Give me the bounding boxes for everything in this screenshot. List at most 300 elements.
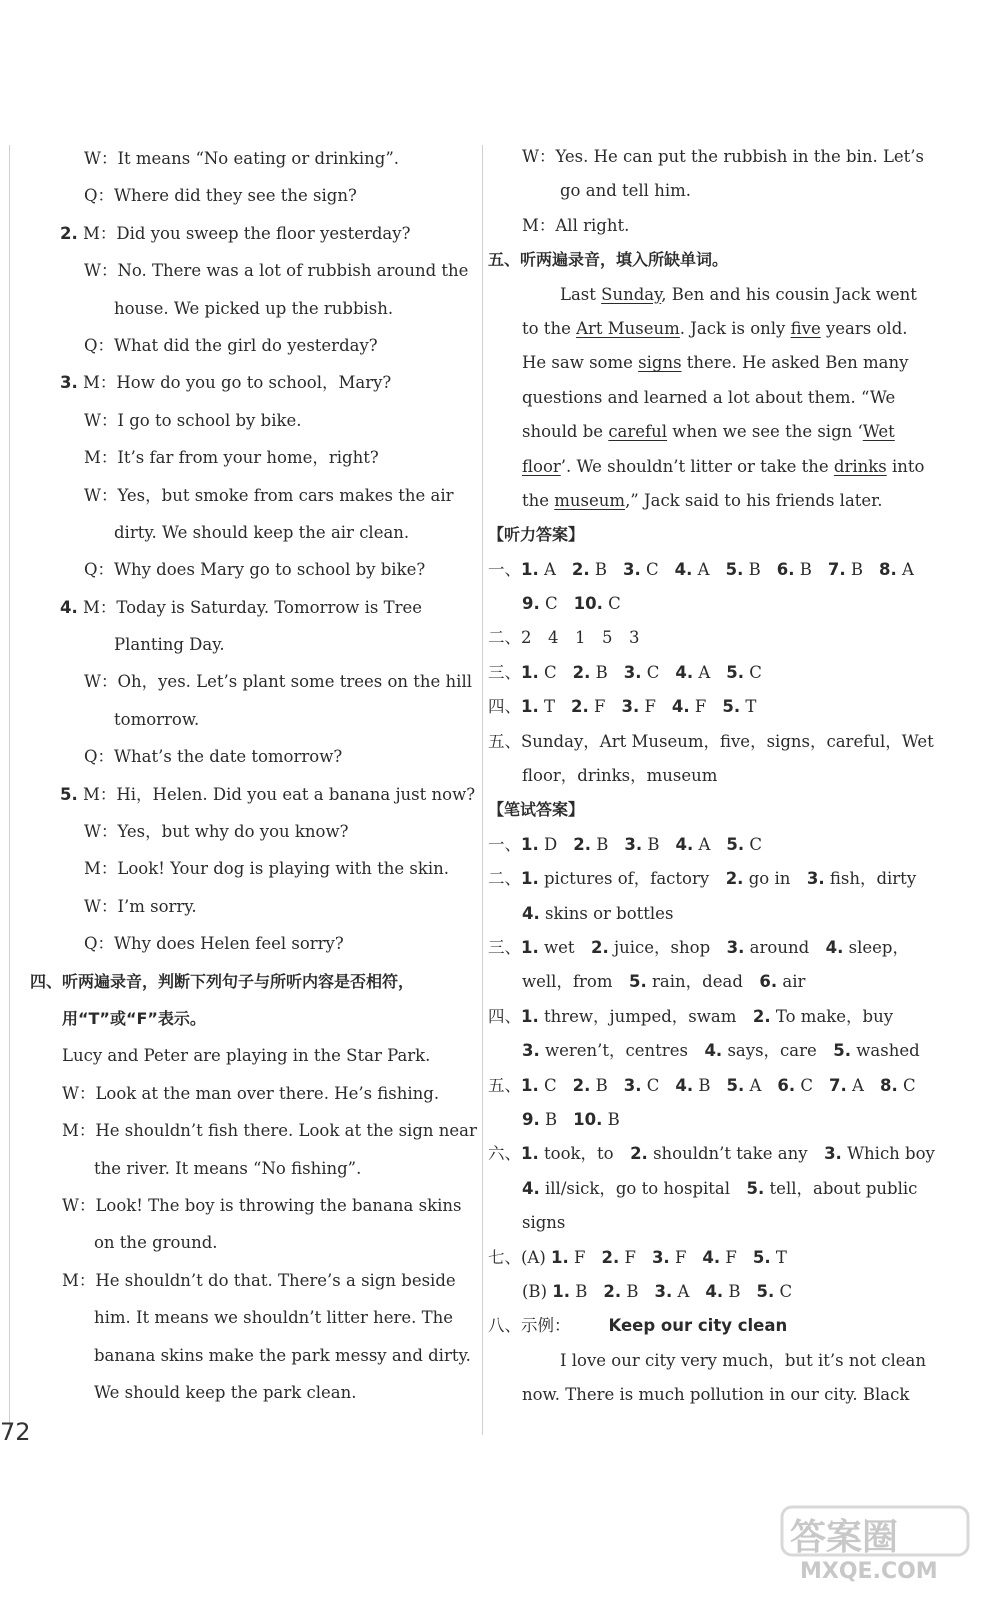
item-number: 1. — [552, 1281, 570, 1301]
listening-answers-heading: 【听力答案】 — [488, 525, 585, 545]
answer-text: sleep， — [848, 937, 909, 957]
answer-text: tell，about public — [769, 1178, 918, 1198]
answer-label: 二、 — [488, 628, 521, 648]
section-heading: 用“T”或“F”表示。 — [62, 1008, 206, 1028]
passage-text: there. He asked Ben many — [681, 353, 909, 373]
item-number: 9. — [522, 594, 540, 614]
answer-line — [488, 1000, 936, 1034]
answer-value: A — [896, 559, 914, 579]
answer-item — [675, 835, 710, 854]
answer-item — [652, 1248, 686, 1267]
filled-word: five — [790, 318, 821, 338]
answer-label: 一、 — [488, 834, 521, 854]
text-line: W：Oh，yes. Let’s plant some trees on the hill — [84, 672, 472, 692]
text-line: W：Yes. He can put the rubbish in the bin. Let’s — [522, 147, 925, 166]
answer-label: 五、 — [488, 731, 521, 751]
answer-line — [488, 725, 936, 759]
answer-item — [522, 594, 558, 613]
passage-line — [508, 415, 936, 449]
answer-item — [727, 1076, 762, 1095]
item-number: 5. — [722, 697, 741, 717]
item-number: 2. — [571, 697, 589, 717]
answer-value: D — [538, 834, 558, 854]
answer-value: B — [621, 1281, 639, 1301]
item-number: 1. — [521, 1075, 539, 1095]
item-number: 4. — [825, 937, 844, 957]
answer-value: B — [590, 834, 609, 854]
answer-line — [508, 1172, 936, 1206]
answer-item — [726, 560, 761, 579]
answer-text: Sunday，Art Museum，five，signs，careful，Wet — [521, 731, 934, 751]
text-line: M：It’s far from your home，right? — [84, 448, 379, 468]
answer-value: T — [740, 697, 757, 717]
item-number: 3. — [60, 373, 78, 393]
text-line: the river. It means “No fishing”. — [94, 1158, 362, 1178]
text-line — [8, 215, 463, 252]
item-number: 4. — [702, 1247, 721, 1267]
item-number: 5. — [746, 1178, 765, 1198]
answer-text: ill/sick，go to hospital — [545, 1178, 731, 1198]
text-line: banana skins make the park messy and dirty. — [94, 1345, 471, 1365]
passage-text: He saw some — [522, 353, 639, 373]
answer-line — [488, 862, 936, 896]
answer-line — [508, 1103, 936, 1137]
answer-value: C — [641, 662, 660, 682]
answer-label: 一、 — [488, 559, 521, 579]
passage-text: , Ben and his cousin Jack went — [661, 284, 917, 304]
item-number: 3. — [623, 1075, 642, 1095]
written-answers-heading: 【笔试答案】 — [488, 800, 585, 820]
answer-items — [521, 1076, 932, 1095]
answer-line — [508, 1034, 936, 1068]
item-number: 1. — [551, 1247, 569, 1267]
answer-item — [573, 1110, 620, 1129]
item-number: 3. — [624, 834, 643, 854]
answer-value: B — [845, 559, 863, 579]
watermark-logo — [780, 1505, 970, 1585]
item-number: 5. — [60, 784, 78, 804]
line-text: M：How do you go to school，Mary? — [83, 373, 392, 393]
answer-line — [488, 621, 936, 655]
section-heading: 五、听两遍录音，填入所缺单词。 — [488, 250, 729, 270]
answer-value: B — [570, 1281, 588, 1301]
answer-item — [602, 1248, 636, 1267]
answer-line — [488, 553, 936, 587]
passage-text: ’. We shouldn’t litter or take the — [560, 456, 834, 476]
item-number: 2. — [601, 1247, 620, 1267]
answer-value: C — [774, 1281, 793, 1301]
text-line: him. It means we shouldn’t litter here. The — [94, 1308, 454, 1328]
passage-text: to the — [522, 318, 577, 338]
answer-item — [552, 1282, 587, 1301]
answer-item — [757, 1282, 793, 1301]
item-number: 8. — [879, 1075, 898, 1095]
answer-text: 2 4 1 5 3 — [521, 628, 640, 648]
answer-value: F — [619, 1247, 636, 1267]
item-number: 5. — [752, 1247, 771, 1267]
item-number: 1. — [521, 1144, 539, 1164]
text-line: Q：What’s the date tomorrow? — [84, 747, 343, 767]
answer-item — [571, 697, 605, 716]
answer-text: skins or bottles — [545, 903, 674, 923]
answer-item — [777, 560, 812, 579]
answer-value: F — [568, 1247, 586, 1267]
essay-title: Keep our city clean — [608, 1316, 788, 1336]
answer-value: C — [538, 1075, 557, 1095]
item-number: 2. — [725, 869, 744, 889]
answer-label: 七、 — [488, 1247, 521, 1267]
answer-label: 四、 — [488, 1006, 521, 1026]
text-line: W：I’m sorry. — [84, 896, 197, 916]
item-number: 4. — [60, 597, 78, 617]
answer-value: C — [538, 662, 557, 682]
item-number: 5. — [756, 1281, 775, 1301]
answer-value: A — [744, 1075, 762, 1095]
item-number: 4. — [674, 559, 693, 579]
answer-value: C — [640, 559, 659, 579]
text-line: W：I go to school by bike. — [84, 410, 302, 430]
answer-text: wet — [544, 937, 575, 957]
item-number: 3. — [651, 1247, 670, 1267]
answer-value: B — [794, 559, 812, 579]
answer-text: fish，dirty — [829, 869, 917, 889]
answer-label: 三、 — [488, 662, 521, 682]
answer-items — [521, 663, 778, 682]
answer-value: B — [743, 559, 761, 579]
answer-line — [488, 1069, 936, 1103]
answer-items — [522, 594, 637, 613]
item-number: 10. — [573, 1109, 603, 1129]
answer-items — [522, 1110, 636, 1129]
passage-line — [508, 278, 936, 312]
answer-label: 六、 — [488, 1144, 521, 1164]
text-line: W：Look! The boy is throwing the banana skins — [62, 1195, 462, 1215]
item-number: 1. — [521, 1006, 539, 1026]
answer-value: C — [602, 594, 621, 614]
answer-item — [521, 663, 557, 682]
answer-item — [879, 560, 914, 579]
item-number: 5. — [629, 972, 647, 992]
answer-items — [551, 1248, 803, 1267]
line-text: M：Hi，Helen. Did you eat a banana just now? — [83, 784, 476, 804]
answer-text: juice，shop — [614, 937, 711, 957]
item-number: 3. — [824, 1144, 842, 1164]
item-number: 3. — [654, 1281, 673, 1301]
filled-word: Wet — [862, 422, 895, 442]
line-text: M：Today is Saturday. Tomorrow is Tree — [83, 597, 423, 617]
text-line: W：Yes，but smoke from cars makes the air — [84, 485, 454, 505]
answer-value: B — [723, 1281, 741, 1301]
answer-items — [521, 835, 778, 854]
item-number: 9. — [522, 1109, 540, 1129]
answer-item — [522, 1110, 557, 1129]
text-line: M：All right. — [522, 215, 630, 235]
answer-value: B — [590, 662, 608, 682]
answer-line — [488, 690, 936, 724]
item-number: 4. — [704, 1041, 723, 1061]
item-number: 2. — [573, 834, 591, 854]
text-line — [8, 589, 463, 626]
answer-item — [672, 697, 706, 716]
item-number: 1. — [521, 662, 539, 682]
answer-value: C — [744, 662, 762, 682]
text-line: W：Yes，but why do you know? — [84, 822, 349, 842]
item-number: 3. — [623, 559, 641, 579]
answer-item — [623, 560, 659, 579]
text-line: Q：Why does Mary go to school by bike? — [84, 560, 426, 580]
text-line — [8, 364, 463, 401]
passage-text: into — [886, 456, 925, 476]
item-number: 4. — [671, 697, 690, 717]
answer-item — [655, 1282, 690, 1301]
text-line: Lucy and Peter are playing in the Star Park. — [62, 1046, 431, 1066]
text-line: W：No. There was a lot of rubbish around the — [84, 261, 469, 281]
item-number: 2. — [60, 223, 78, 243]
answer-line — [508, 1275, 936, 1309]
answer-value: A — [693, 834, 711, 854]
answer-item — [621, 697, 655, 716]
item-number: 5. — [726, 834, 745, 854]
answer-text: shouldn’t take any — [653, 1144, 808, 1164]
answer-item — [573, 663, 608, 682]
item-number: 1. — [521, 559, 539, 579]
answer-value: F — [588, 697, 606, 717]
answer-item — [675, 560, 710, 579]
text-line: M：He shouldn’t fish there. Look at the sign near — [62, 1121, 477, 1141]
column-divider — [482, 145, 483, 1435]
answer-value: T — [770, 1247, 787, 1267]
answer-line — [488, 828, 936, 862]
item-number: 2. — [572, 1075, 591, 1095]
text-line: Q：Why does Helen feel sorry? — [84, 934, 344, 954]
answer-value: A — [846, 1075, 864, 1095]
item-number: 5. — [725, 559, 744, 579]
answer-text: air — [782, 972, 806, 992]
answer-items — [521, 697, 772, 716]
item-number: 1. — [521, 697, 539, 717]
answer-line — [508, 587, 936, 621]
item-number: 2. — [591, 937, 609, 957]
answer-item — [521, 835, 557, 854]
answer-value: A — [692, 559, 710, 579]
answer-value: B — [602, 1109, 620, 1129]
answer-text: says，care — [727, 1041, 817, 1061]
item-number: 3. — [522, 1041, 540, 1061]
answer-item — [624, 1076, 660, 1095]
answer-item — [521, 697, 555, 716]
answer-items — [521, 560, 930, 579]
filled-word: drinks — [833, 456, 887, 476]
answer-part-label: (B) — [522, 1281, 547, 1301]
item-number: 1. — [521, 869, 539, 889]
answer-item — [573, 1076, 608, 1095]
passage-text: years old. — [820, 318, 908, 338]
watermark-text: MXQE.COM — [800, 1559, 938, 1584]
answer-label: 三、 — [488, 937, 521, 957]
answer-label: 四、 — [488, 697, 521, 717]
filled-word: Art Museum — [576, 318, 680, 338]
answer-value: F — [639, 697, 656, 717]
item-number: 2. — [572, 662, 591, 682]
answer-text: rain，dead — [652, 972, 743, 992]
item-number: 3. — [623, 662, 642, 682]
text-line: W：It means “No eating or drinking”. — [84, 149, 399, 168]
filled-word: Sunday — [601, 284, 662, 304]
answer-value: B — [642, 834, 660, 854]
answer-value: A — [672, 1281, 690, 1301]
answer-item — [726, 835, 762, 854]
answer-line — [508, 965, 936, 999]
text-line: Q：Where did they see the sign? — [84, 186, 357, 206]
answer-text: threw，jumped，swam — [544, 1006, 737, 1026]
answer-text: pictures of，factory — [544, 869, 710, 889]
text-line: tomorrow. — [114, 709, 200, 729]
item-number: 4. — [522, 1178, 540, 1198]
item-number: 1. — [521, 834, 539, 854]
section-heading: 四、听两遍录音，判断下列句子与所听内容是否相符， — [30, 971, 415, 991]
answer-item — [828, 560, 863, 579]
passage-text: . Jack is only — [679, 318, 791, 338]
passage-line — [508, 450, 936, 484]
answer-item — [624, 663, 660, 682]
answer-value: F — [720, 1247, 737, 1267]
text-line: Q：What did the girl do yesterday? — [84, 335, 378, 355]
item-number: 6. — [777, 1075, 796, 1095]
answer-item — [726, 663, 762, 682]
answer-item — [572, 560, 607, 579]
answer-line — [488, 656, 936, 690]
item-number: 4. — [675, 1075, 694, 1095]
answer-part-label: (A) — [521, 1247, 546, 1267]
answer-label: 八、示例： — [488, 1316, 571, 1336]
item-number: 3. — [621, 697, 640, 717]
answer-item — [829, 1076, 864, 1095]
passage-text: Last — [560, 284, 602, 304]
answer-item — [675, 1076, 710, 1095]
passage-line — [508, 484, 936, 518]
item-number: 2. — [571, 559, 590, 579]
item-number: 2. — [630, 1144, 648, 1164]
passage-text: the — [522, 490, 555, 510]
item-number: 4. — [705, 1281, 724, 1301]
answer-line — [508, 897, 936, 931]
answer-text: To make，buy — [775, 1006, 894, 1026]
passage-line: questions and learned a lot about them. “We — [522, 387, 896, 407]
answer-value: B — [539, 1109, 558, 1129]
answer-line — [488, 1309, 936, 1343]
answer-value: C — [795, 1075, 814, 1095]
filled-word: signs — [638, 353, 682, 373]
answer-value: C — [744, 834, 763, 854]
answer-text: weren’t，centres — [545, 1041, 688, 1061]
watermark-text: 答案圈 — [790, 1517, 899, 1558]
passage-line — [508, 312, 936, 346]
answer-value: A — [693, 662, 711, 682]
answer-item — [603, 1282, 638, 1301]
answer-item — [573, 835, 608, 854]
answer-item — [551, 1248, 585, 1267]
answer-line: signs — [522, 1213, 566, 1233]
item-number: 6. — [759, 972, 778, 992]
answer-item — [675, 663, 710, 682]
answer-item — [624, 835, 659, 854]
item-number: 7. — [829, 1075, 847, 1095]
answer-value: T — [538, 697, 556, 717]
passage-line — [508, 346, 936, 380]
answer-text: well，from — [522, 972, 613, 992]
right-column — [488, 140, 936, 1412]
answer-text: washed — [856, 1041, 920, 1061]
answer-value: B — [590, 1075, 608, 1095]
item-number: 5. — [833, 1041, 852, 1061]
item-number: 3. — [726, 937, 745, 957]
answer-label: 二、 — [488, 869, 521, 889]
answer-text: go in — [748, 869, 791, 889]
answer-value: A — [538, 559, 556, 579]
answer-line — [488, 931, 936, 965]
item-number: 4. — [675, 662, 694, 682]
text-line: dirty. We should keep the air clean. — [114, 522, 410, 542]
item-number: 4. — [522, 903, 540, 923]
answer-line — [488, 1241, 936, 1275]
answer-value: F — [689, 697, 707, 717]
item-number: 2. — [752, 1006, 771, 1026]
item-number: 8. — [878, 559, 897, 579]
answer-item — [705, 1282, 740, 1301]
filled-word: floor — [522, 456, 561, 476]
passage-text: when we see the sign ‘ — [667, 422, 863, 442]
text-line: house. We picked up the rubbish. — [114, 298, 394, 318]
text-line: Planting Day. — [114, 635, 225, 655]
text-line: M：He shouldn’t do that. There’s a sign beside — [62, 1270, 456, 1290]
answer-item — [753, 1248, 787, 1267]
answer-value: B — [693, 1075, 711, 1095]
item-number: 7. — [827, 559, 846, 579]
answer-text: around — [749, 937, 810, 957]
answer-item — [521, 1076, 557, 1095]
answer-value: C — [897, 1075, 916, 1095]
answer-line — [488, 1137, 936, 1171]
text-line: on the ground. — [94, 1233, 218, 1253]
answer-text: took，to — [544, 1144, 614, 1164]
page-number: 72 — [0, 1418, 31, 1446]
item-number: 6. — [776, 559, 795, 579]
text-line: We should keep the park clean. — [94, 1382, 357, 1402]
text-line — [8, 776, 476, 813]
item-number: 5. — [726, 1075, 745, 1095]
item-number: 4. — [675, 834, 694, 854]
passage-text: should be — [522, 422, 609, 442]
answer-value: B — [589, 559, 608, 579]
passage-text: ,” Jack said to his friends later. — [625, 490, 883, 510]
answer-text: Which boy — [847, 1144, 935, 1164]
item-number: 5. — [726, 662, 745, 682]
essay-line: now. There is much pollution in our city. Black — [522, 1385, 910, 1405]
answer-item — [574, 594, 621, 613]
essay-line: I love our city very much，but it’s not clean — [560, 1350, 927, 1370]
answer-value: C — [539, 594, 558, 614]
item-number: 3. — [806, 869, 825, 889]
answer-line: floor，drinks，museum — [522, 766, 718, 786]
answer-items — [552, 1282, 808, 1301]
text-line: M：Look! Your dog is playing with the skin. — [84, 859, 450, 879]
filled-word: careful — [608, 422, 668, 442]
item-number: 10. — [573, 594, 603, 614]
answer-value: C — [641, 1075, 660, 1095]
filled-word: museum — [554, 490, 626, 510]
answer-item — [880, 1076, 916, 1095]
answer-item — [521, 560, 556, 579]
